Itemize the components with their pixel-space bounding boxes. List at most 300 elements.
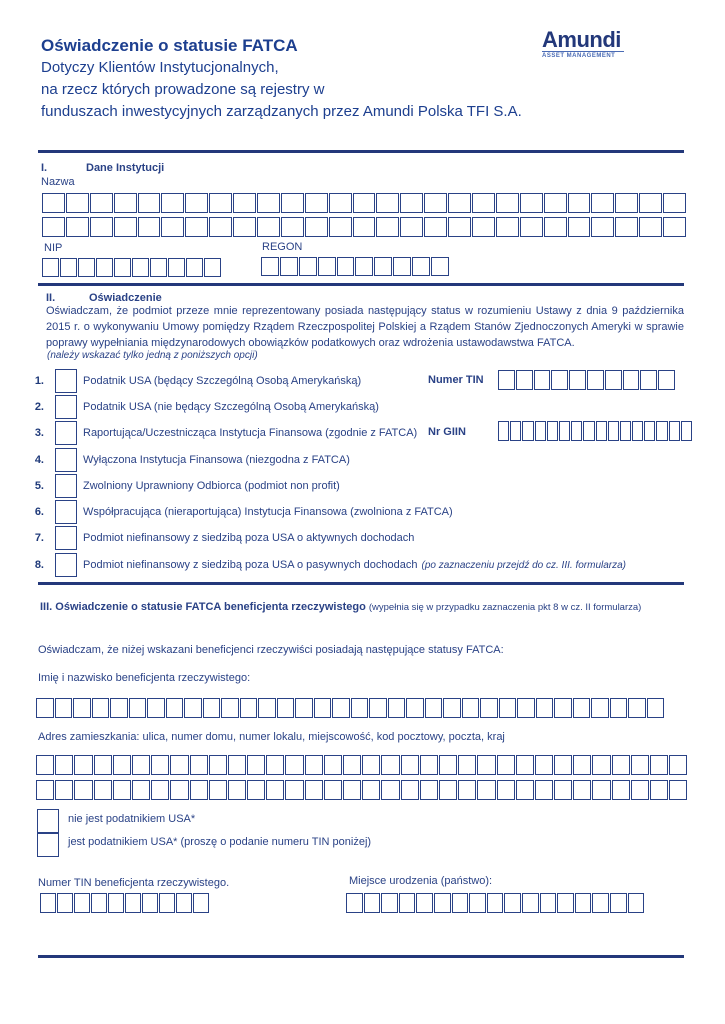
char-box[interactable] xyxy=(452,893,469,913)
subtitle-line: na rzecz których prowadzone są rejestry w xyxy=(41,81,325,98)
char-box[interactable] xyxy=(458,780,476,800)
char-box[interactable] xyxy=(573,780,591,800)
char-box[interactable] xyxy=(669,755,687,775)
char-box[interactable] xyxy=(114,217,137,237)
option-checkbox[interactable] xyxy=(55,448,77,472)
char-box[interactable] xyxy=(74,780,92,800)
char-box[interactable] xyxy=(516,755,534,775)
char-box[interactable] xyxy=(91,893,107,913)
char-box[interactable] xyxy=(36,780,54,800)
char-box[interactable] xyxy=(228,780,246,800)
beneficiary-name-field[interactable] xyxy=(36,698,665,718)
char-box[interactable] xyxy=(615,217,638,237)
char-box[interactable] xyxy=(346,893,363,913)
char-box[interactable] xyxy=(150,258,167,277)
option-checkbox[interactable] xyxy=(55,369,77,393)
option-row xyxy=(30,421,417,445)
char-box[interactable] xyxy=(573,755,591,775)
tin-field[interactable] xyxy=(498,370,676,390)
name-field-row1[interactable] xyxy=(42,193,687,213)
char-box[interactable] xyxy=(381,780,399,800)
char-box[interactable] xyxy=(376,193,399,213)
char-box[interactable] xyxy=(247,780,265,800)
char-box[interactable] xyxy=(535,421,546,441)
char-box[interactable] xyxy=(448,217,471,237)
char-box[interactable] xyxy=(554,755,572,775)
char-box[interactable] xyxy=(658,370,675,390)
char-box[interactable] xyxy=(591,217,614,237)
divider xyxy=(38,150,684,153)
char-box[interactable] xyxy=(125,893,141,913)
char-box[interactable] xyxy=(547,421,558,441)
char-box[interactable] xyxy=(42,193,65,213)
char-box[interactable] xyxy=(343,780,361,800)
option-number: 8. xyxy=(34,559,44,571)
char-box[interactable] xyxy=(132,258,149,277)
char-box[interactable] xyxy=(96,258,113,277)
char-box[interactable] xyxy=(351,698,369,718)
char-box[interactable] xyxy=(55,780,73,800)
us-taxpayer-checkbox[interactable] xyxy=(37,833,59,857)
address-field-row1[interactable] xyxy=(36,755,688,775)
char-box[interactable] xyxy=(55,698,73,718)
char-box[interactable] xyxy=(261,257,279,276)
char-box[interactable] xyxy=(469,893,486,913)
char-box[interactable] xyxy=(571,421,582,441)
char-box[interactable] xyxy=(280,257,298,276)
char-box[interactable] xyxy=(90,193,113,213)
char-box[interactable] xyxy=(247,755,265,775)
char-box[interactable] xyxy=(151,755,169,775)
char-box[interactable] xyxy=(343,755,361,775)
char-box[interactable] xyxy=(610,893,627,913)
char-box[interactable] xyxy=(535,780,553,800)
option-row xyxy=(30,448,350,472)
option-number: 2. xyxy=(34,401,44,413)
char-box[interactable] xyxy=(193,893,209,913)
char-box[interactable] xyxy=(381,755,399,775)
char-box[interactable] xyxy=(305,193,328,213)
char-box[interactable] xyxy=(496,217,519,237)
option-label: Podatnik USA (nie będący Szczególną Osobą Amerykańską) xyxy=(83,401,379,413)
option-row xyxy=(30,369,361,393)
regon-label: REGON xyxy=(262,241,303,253)
char-box[interactable] xyxy=(573,698,591,718)
char-box[interactable] xyxy=(496,193,519,213)
char-box[interactable] xyxy=(592,780,610,800)
char-box[interactable] xyxy=(108,893,124,913)
char-box[interactable] xyxy=(605,370,622,390)
char-box[interactable] xyxy=(166,698,184,718)
char-box[interactable] xyxy=(477,755,495,775)
char-box[interactable] xyxy=(209,217,232,237)
char-box[interactable] xyxy=(329,193,352,213)
char-box[interactable] xyxy=(266,755,284,775)
declaration-text: Oświadczam, że podmiot przeze mnie reprezentowany posiada następujący status w rozumieniu Ustawy z dnia 9 października 2015 r. o wykonywaniu Umowy pomiędzy Rządem Rzeczpospolitej Polskiej a Rządem Stanów Zjednoczonych Ameryki w sprawie poprawy wypełniania międzynarodowych obowiązków podatkowych oraz wdrożenia ustawodawstwa FATCA. xyxy=(46,305,684,349)
char-box[interactable] xyxy=(324,755,342,775)
char-box[interactable] xyxy=(57,893,73,913)
char-box[interactable] xyxy=(517,698,535,718)
char-box[interactable] xyxy=(631,780,649,800)
char-box[interactable] xyxy=(596,421,607,441)
char-box[interactable] xyxy=(591,698,609,718)
char-box[interactable] xyxy=(569,370,586,390)
char-box[interactable] xyxy=(592,893,609,913)
char-box[interactable] xyxy=(669,421,680,441)
nip-field[interactable] xyxy=(42,258,222,277)
char-box[interactable] xyxy=(631,755,649,775)
divider xyxy=(38,955,684,958)
char-box[interactable] xyxy=(176,893,192,913)
char-box[interactable] xyxy=(554,780,572,800)
char-box[interactable] xyxy=(233,193,256,213)
char-box[interactable] xyxy=(639,193,662,213)
char-box[interactable] xyxy=(138,217,161,237)
char-box[interactable] xyxy=(434,893,451,913)
char-box[interactable] xyxy=(161,217,184,237)
section-title: III. Oświadczenie o statusie FATCA beneficjenta rzeczywistego xyxy=(40,601,366,613)
section-title: Oświadczenie xyxy=(89,292,162,304)
char-box[interactable] xyxy=(431,257,449,276)
char-box[interactable] xyxy=(142,893,158,913)
char-box[interactable] xyxy=(40,893,56,913)
beneficiary-tin-label: Numer TIN beneficjenta rzeczywistego. xyxy=(38,877,230,889)
char-box[interactable] xyxy=(376,217,399,237)
logo-subtext: ASSET MANAGEMENT xyxy=(542,51,624,59)
char-box[interactable] xyxy=(36,755,54,775)
char-box[interactable] xyxy=(497,780,515,800)
subtitle-line: Dotyczy Klientów Instytucjonalnych, xyxy=(41,59,279,76)
char-box[interactable] xyxy=(480,698,498,718)
char-box[interactable] xyxy=(416,893,433,913)
char-box[interactable] xyxy=(73,698,91,718)
option-label: Współpracująca (nieraportująca) Instytucja Finansowa (zwolniona z FATCA) xyxy=(83,506,453,518)
char-box[interactable] xyxy=(185,193,208,213)
char-box[interactable] xyxy=(406,698,424,718)
option-number: 5. xyxy=(34,480,44,492)
char-box[interactable] xyxy=(281,217,304,237)
option-row xyxy=(30,553,626,577)
amundi-logo xyxy=(542,27,632,59)
char-box[interactable] xyxy=(353,193,376,213)
char-box[interactable] xyxy=(551,370,568,390)
char-box[interactable] xyxy=(209,193,232,213)
char-box[interactable] xyxy=(257,193,280,213)
char-box[interactable] xyxy=(281,193,304,213)
char-box[interactable] xyxy=(55,755,73,775)
char-box[interactable] xyxy=(620,421,631,441)
char-box[interactable] xyxy=(592,755,610,775)
char-box[interactable] xyxy=(209,755,227,775)
char-box[interactable] xyxy=(522,893,539,913)
birthplace-label: Miejsce urodzenia (państwo): xyxy=(349,875,493,887)
option-number: 7. xyxy=(34,532,44,544)
char-box[interactable] xyxy=(170,755,188,775)
char-box[interactable] xyxy=(656,421,667,441)
option-number: 6. xyxy=(34,506,44,518)
char-box[interactable] xyxy=(185,217,208,237)
char-box[interactable] xyxy=(623,370,640,390)
char-box[interactable] xyxy=(203,698,221,718)
char-box[interactable] xyxy=(520,217,543,237)
char-box[interactable] xyxy=(400,193,423,213)
char-box[interactable] xyxy=(443,698,461,718)
option-checkbox[interactable] xyxy=(55,395,77,419)
address-label: Adres zamieszkania: ulica, numer domu, numer lokalu, miejscowość, kod pocztowy, poczta, kraj xyxy=(38,731,505,743)
char-box[interactable] xyxy=(522,421,533,441)
char-box[interactable] xyxy=(66,217,89,237)
beneficiary-intro: Oświadczam, że niżej wskazani beneficjenci rzeczywiści posiadają następujące statusy FATCA: xyxy=(38,644,504,656)
tin-label: Numer TIN xyxy=(428,374,484,386)
char-box[interactable] xyxy=(147,698,165,718)
name-label: Nazwa xyxy=(41,176,75,188)
char-box[interactable] xyxy=(94,780,112,800)
char-box[interactable] xyxy=(114,193,137,213)
name-field-row2[interactable] xyxy=(42,217,687,237)
char-box[interactable] xyxy=(534,370,551,390)
char-box[interactable] xyxy=(90,217,113,237)
char-box[interactable] xyxy=(110,698,128,718)
char-box[interactable] xyxy=(462,698,480,718)
char-box[interactable] xyxy=(266,780,284,800)
char-box[interactable] xyxy=(520,193,543,213)
char-box[interactable] xyxy=(439,755,457,775)
char-box[interactable] xyxy=(516,780,534,800)
char-box[interactable] xyxy=(650,755,668,775)
char-box[interactable] xyxy=(393,257,411,276)
char-box[interactable] xyxy=(401,755,419,775)
option-number: 4. xyxy=(34,454,44,466)
char-box[interactable] xyxy=(161,193,184,213)
char-box[interactable] xyxy=(233,217,256,237)
divider xyxy=(38,283,684,286)
char-box[interactable] xyxy=(568,193,591,213)
char-box[interactable] xyxy=(74,893,90,913)
char-box[interactable] xyxy=(337,257,355,276)
char-box[interactable] xyxy=(536,698,554,718)
char-box[interactable] xyxy=(318,257,336,276)
section-title: Dane Instytucji xyxy=(86,162,165,174)
char-box[interactable] xyxy=(424,217,447,237)
char-box[interactable] xyxy=(497,755,515,775)
address-field-row2[interactable] xyxy=(36,780,688,800)
char-box[interactable] xyxy=(362,780,380,800)
nip-label: NIP xyxy=(44,242,63,254)
char-box[interactable] xyxy=(221,698,239,718)
char-box[interactable] xyxy=(277,698,295,718)
option-row xyxy=(30,474,340,498)
char-box[interactable] xyxy=(355,257,373,276)
option-row xyxy=(30,500,453,524)
char-box[interactable] xyxy=(628,893,645,913)
char-box[interactable] xyxy=(554,698,572,718)
logo-text: Amundi xyxy=(542,27,621,52)
regon-field[interactable] xyxy=(261,257,450,276)
char-box[interactable] xyxy=(285,780,303,800)
char-box[interactable] xyxy=(228,755,246,775)
char-box[interactable] xyxy=(644,421,655,441)
char-box[interactable] xyxy=(499,698,517,718)
option-checkbox[interactable] xyxy=(55,474,77,498)
char-box[interactable] xyxy=(113,780,131,800)
char-box[interactable] xyxy=(329,217,352,237)
char-box[interactable] xyxy=(663,193,686,213)
char-box[interactable] xyxy=(295,698,313,718)
char-box[interactable] xyxy=(425,698,443,718)
selection-note: (należy wskazać tylko jedną z poniższych opcji) xyxy=(47,350,258,361)
char-box[interactable] xyxy=(487,893,504,913)
char-box[interactable] xyxy=(516,370,533,390)
char-box[interactable] xyxy=(36,698,54,718)
char-box[interactable] xyxy=(353,217,376,237)
char-box[interactable] xyxy=(669,780,687,800)
char-box[interactable] xyxy=(168,258,185,277)
giin-label: Nr GIIN xyxy=(428,426,466,438)
char-box[interactable] xyxy=(559,421,570,441)
char-box[interactable] xyxy=(681,421,692,441)
option-label: Raportująca/Uczestnicząca Instytucja Finansowa (zgodnie z FATCA) xyxy=(83,427,418,439)
char-box[interactable] xyxy=(510,421,521,441)
char-box[interactable] xyxy=(640,370,657,390)
char-box[interactable] xyxy=(498,421,509,441)
char-box[interactable] xyxy=(184,698,202,718)
char-box[interactable] xyxy=(647,698,665,718)
char-box[interactable] xyxy=(74,755,92,775)
char-box[interactable] xyxy=(129,698,147,718)
char-box[interactable] xyxy=(477,780,495,800)
char-box[interactable] xyxy=(400,217,423,237)
char-box[interactable] xyxy=(498,370,515,390)
option-row xyxy=(30,395,379,419)
not-us-taxpayer-checkbox[interactable] xyxy=(37,809,59,833)
char-box[interactable] xyxy=(42,217,65,237)
char-box[interactable] xyxy=(186,258,203,277)
char-box[interactable] xyxy=(610,698,628,718)
char-box[interactable] xyxy=(66,193,89,213)
char-box[interactable] xyxy=(332,698,350,718)
char-box[interactable] xyxy=(204,258,221,277)
char-box[interactable] xyxy=(615,193,638,213)
char-box[interactable] xyxy=(258,698,276,718)
char-box[interactable] xyxy=(285,755,303,775)
option-label: Podatnik USA (będący Szczególną Osobą Amerykańską) xyxy=(83,375,362,387)
char-box[interactable] xyxy=(544,193,567,213)
char-box[interactable] xyxy=(399,893,416,913)
char-box[interactable] xyxy=(114,258,131,277)
char-box[interactable] xyxy=(628,698,646,718)
char-box[interactable] xyxy=(535,755,553,775)
char-box[interactable] xyxy=(663,217,686,237)
char-box[interactable] xyxy=(190,755,208,775)
char-box[interactable] xyxy=(439,780,457,800)
char-box[interactable] xyxy=(190,780,208,800)
char-box[interactable] xyxy=(632,421,643,441)
char-box[interactable] xyxy=(544,217,567,237)
char-box[interactable] xyxy=(608,421,619,441)
char-box[interactable] xyxy=(612,755,630,775)
char-box[interactable] xyxy=(388,698,406,718)
char-box[interactable] xyxy=(381,893,398,913)
char-box[interactable] xyxy=(504,893,521,913)
beneficiary-name-label: Imię i nazwisko beneficjenta rzeczywistego: xyxy=(38,672,251,684)
char-box[interactable] xyxy=(209,780,227,800)
char-box[interactable] xyxy=(113,755,131,775)
option-label: Wyłączona Instytucja Finansowa (niezgodna z FATCA) xyxy=(83,454,350,466)
char-box[interactable] xyxy=(78,258,95,277)
char-box[interactable] xyxy=(305,217,328,237)
char-box[interactable] xyxy=(369,698,387,718)
char-box[interactable] xyxy=(612,780,630,800)
char-box[interactable] xyxy=(299,257,317,276)
subtitle xyxy=(41,57,522,123)
char-box[interactable] xyxy=(138,193,161,213)
char-box[interactable] xyxy=(305,755,323,775)
char-box[interactable] xyxy=(472,217,495,237)
option-checkbox[interactable] xyxy=(55,526,77,550)
char-box[interactable] xyxy=(132,780,150,800)
char-box[interactable] xyxy=(364,893,381,913)
char-box[interactable] xyxy=(362,755,380,775)
char-box[interactable] xyxy=(170,780,188,800)
option-checkbox[interactable] xyxy=(55,421,77,445)
char-box[interactable] xyxy=(575,893,592,913)
subtitle-line: funduszach inwestycyjnych zarządzanych przez Amundi Polska TFI S.A. xyxy=(41,103,522,120)
char-box[interactable] xyxy=(240,698,258,718)
char-box[interactable] xyxy=(591,193,614,213)
char-box[interactable] xyxy=(401,780,419,800)
char-box[interactable] xyxy=(374,257,392,276)
char-box[interactable] xyxy=(94,755,112,775)
char-box[interactable] xyxy=(420,755,438,775)
char-box[interactable] xyxy=(420,780,438,800)
char-box[interactable] xyxy=(42,258,59,277)
char-box[interactable] xyxy=(583,421,594,441)
char-box[interactable] xyxy=(448,193,471,213)
birthplace-field[interactable] xyxy=(346,893,645,913)
char-box[interactable] xyxy=(92,698,110,718)
char-box[interactable] xyxy=(132,755,150,775)
char-box[interactable] xyxy=(159,893,175,913)
beneficiary-tin-field[interactable] xyxy=(40,893,210,913)
char-box[interactable] xyxy=(540,893,557,913)
option-note: (po zaznaczeniu przejdź do cz. III. formularza) xyxy=(421,559,627,571)
section-note: (wypełnia się w przypadku zaznaczenia pkt 8 w cz. II formularza) xyxy=(368,602,642,613)
char-box[interactable] xyxy=(324,780,342,800)
option-checkbox[interactable] xyxy=(55,500,77,524)
char-box[interactable] xyxy=(257,217,280,237)
char-box[interactable] xyxy=(424,193,447,213)
char-box[interactable] xyxy=(587,370,604,390)
option-label: Podmiot niefinansowy z siedzibą poza USA o aktywnych dochodach xyxy=(83,532,415,544)
page-title: Oświadczenie o statusie FATCA xyxy=(41,36,298,55)
char-box[interactable] xyxy=(412,257,430,276)
giin-field[interactable] xyxy=(498,421,693,441)
char-box[interactable] xyxy=(305,780,323,800)
option-checkbox[interactable] xyxy=(55,553,77,577)
divider xyxy=(38,582,684,585)
char-box[interactable] xyxy=(151,780,169,800)
char-box[interactable] xyxy=(472,193,495,213)
char-box[interactable] xyxy=(60,258,77,277)
char-box[interactable] xyxy=(650,780,668,800)
char-box[interactable] xyxy=(557,893,574,913)
char-box[interactable] xyxy=(568,217,591,237)
option-number: 1. xyxy=(34,375,44,387)
char-box[interactable] xyxy=(458,755,476,775)
section-number: I. xyxy=(41,162,48,174)
char-box[interactable] xyxy=(314,698,332,718)
char-box[interactable] xyxy=(639,217,662,237)
